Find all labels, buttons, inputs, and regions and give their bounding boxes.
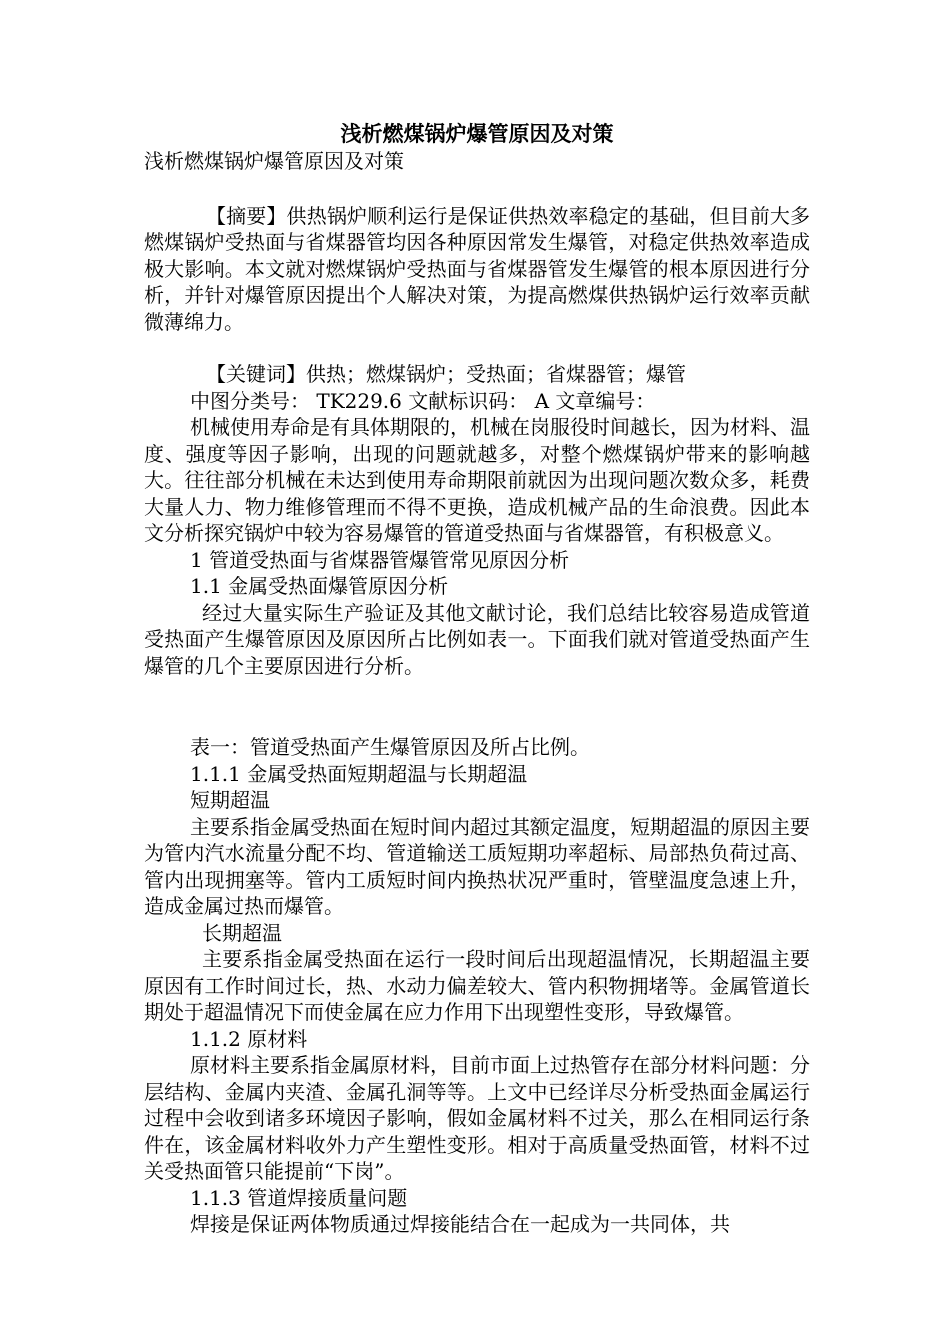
classification-line: 中图分类号： TK229.6 文献标识码： A 文章编号：: [190, 388, 656, 413]
document-subtitle: 浅析燃煤锅炉爆管原因及对策: [144, 149, 404, 173]
short-overheat-paragraph: 主要系指金属受热面在短时间内超过其额定温度，短期超温的原因主要为管内汽水流量分配不均、管道输送工质短期功率超标、局部热负荷过高、管内出现拥塞等。管内工质短时间内换热状况严重时，管壁温度急速上升，造成金属过热而爆管。: [144, 814, 810, 918]
document-page: [144, 120, 810, 1238]
section-heading-1-1: 1.1 金属受热面爆管原因分析: [190, 574, 449, 598]
table-caption: 表一：管道受热面产生爆管原因及所占比例。: [190, 735, 590, 759]
long-overheat-title: 长期超温: [202, 920, 282, 945]
weld-paragraph: 焊接是保证两体物质通过焊接能结合在一起成为一共同体，共: [190, 1212, 730, 1236]
section-heading-1-1-3: 1.1.3 管道焊接质量问题: [190, 1185, 408, 1210]
keywords-line: 【关键词】供热；燃煤锅炉；受热面；省煤器管；爆管: [206, 362, 686, 386]
section-heading-1-1-1: 1.1.1 金属受热面短期超温与长期超温: [190, 761, 528, 786]
short-overheat-title: 短期超温: [190, 788, 270, 812]
section-heading-1-1-2: 1.1.2 原材料: [190, 1026, 308, 1051]
document-title: 浅析燃煤锅炉爆管原因及对策: [340, 122, 614, 146]
section-heading-1: 1 管道受热面与省煤器管爆管常见原因分析: [190, 547, 570, 572]
material-paragraph: 原材料主要系指金属原材料，目前市面上过热管存在部分材料问题：分层结构、金属内夹渣、金属孔洞等等。上文中已经详尽分析受热面金属运行过程中会收到诸多环境因子影响，假如金属材料不过关，那么在相同运行条件在，该金属材料收外力产生塑性变形。相对于高质量受热面管，材料不过关受热面管只能提前“下岗”。: [144, 1053, 810, 1183]
intro-paragraph: 机械使用寿命是有具体期限的，机械在岗服役时间越长，因为材料、温度、强度等因子影响，出现的问题就越多，对整个燃煤锅炉带来的影响越大。往往部分机械在未达到使用寿命期限前就因为出现问题次数众多，耗费大量人力、物力维修管理而不得不更换，造成机械产品的生命浪费。因此本文分析探究锅炉中较为容易爆管的管道受热面与省煤器管，有积极意义。: [144, 415, 810, 545]
abstract-paragraph: 【摘要】供热锅炉顺利运行是保证供热效率稳定的基础，但目前大多燃煤锅炉受热面与省煤器管均因各种原因常发生爆管，对稳定供热效率造成极大影响。本文就对燃煤锅炉受热面与省煤器管发生爆管的根本原因进行分析，并针对爆管原因提出个人解决对策，为提高燃煤供热锅炉运行效率贡献微薄绵力。: [144, 203, 810, 334]
section-1-1-paragraph: 经过大量实际生产验证及其他文献讨论，我们总结比较容易造成管道受热面产生爆管原因及原因所占比例如表一。下面我们就对管道受热面产生爆管的几个主要原因进行分析。: [144, 600, 810, 678]
long-overheat-paragraph: 主要系指金属受热面在运行一段时间后出现超温情况，长期超温主要原因有工作时间过长，热、水动力偏差较大、管内积物拥堵等。金属管道长期处于超温情况下而使金属在应力作用下出现塑性变形，导致爆管。: [144, 947, 810, 1024]
